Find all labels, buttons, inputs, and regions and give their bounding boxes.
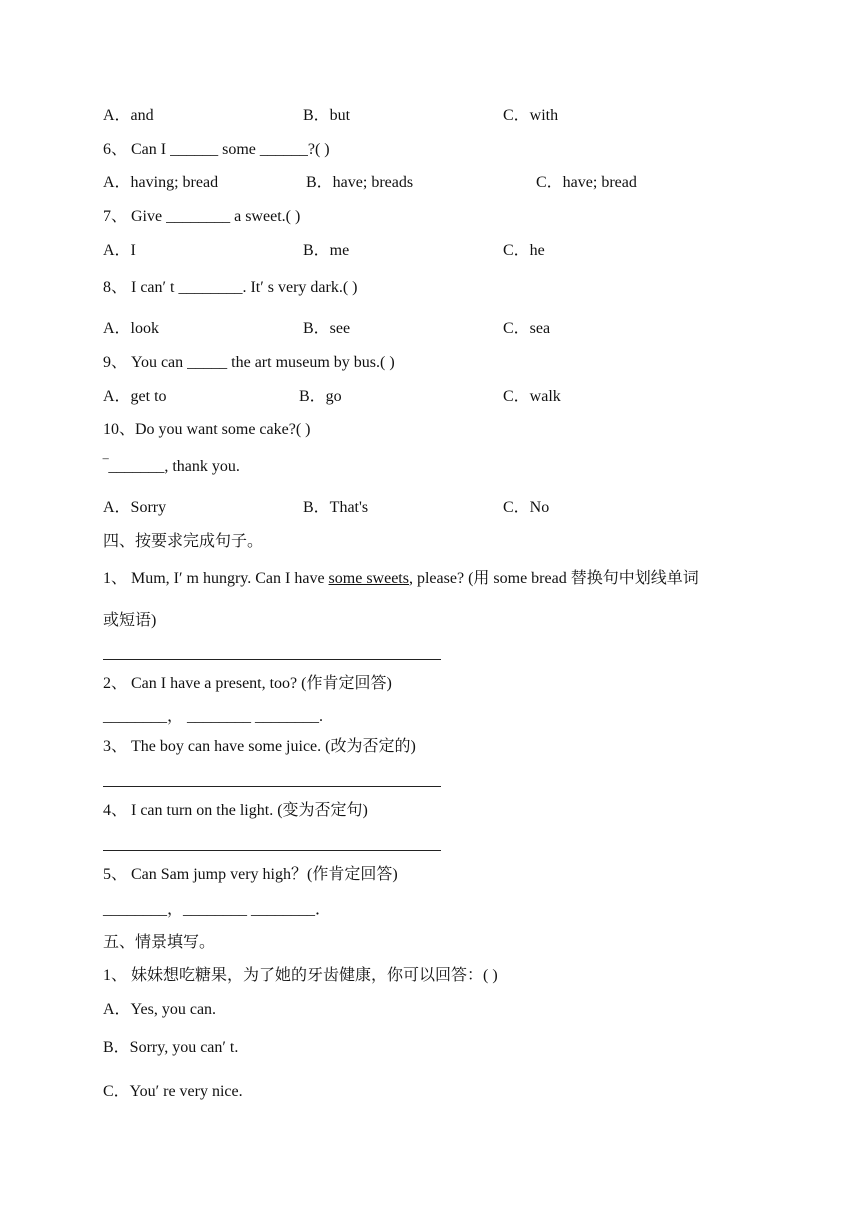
q6-stem: 6、 Can I ______ some ______?( ) <box>103 141 330 158</box>
q10-option-c: C．No <box>503 499 550 516</box>
q7-option-a: A．I <box>103 242 136 259</box>
item2-answer-blanks: ________， ________ ________. <box>103 708 324 725</box>
q9-stem: 9、 You can _____ the art museum by bus.( ) <box>103 354 395 371</box>
q5-option-b: B．but <box>303 107 351 124</box>
q7-option-b: B．me <box>303 242 350 259</box>
section5-option-c: C．You′ re very nice. <box>103 1083 243 1100</box>
section4-heading: 四、按要求完成句子。 <box>103 533 264 550</box>
item1-underlined-phrase: some sweets <box>328 570 409 587</box>
section5-heading: 五、情景填写。 <box>103 934 216 951</box>
q9-option-c: C．walk <box>503 388 561 405</box>
q6-option-b: B．have; breads <box>306 174 414 191</box>
q5-option-a: A．and <box>103 107 154 124</box>
q8-option-c: C．sea <box>503 320 551 337</box>
section4-item2: 2、 Can I have a present, too? (作肯定回答) <box>103 675 392 692</box>
q10-option-a: A．Sorry <box>103 499 167 516</box>
q5-option-c: C．with <box>503 107 559 124</box>
q8-option-a: A．look <box>103 320 160 337</box>
q6-option-a: A．having; bread <box>103 174 219 191</box>
section4-item3: 3、 The boy can have some juice. (改为否定的) <box>103 738 416 755</box>
q10-stem: 10、Do you want some cake?( ) <box>103 421 311 438</box>
item5-answer-blanks: ________，________ ________． <box>103 901 332 918</box>
q10-reply: ‾_______, thank you. <box>103 458 240 475</box>
item3-answer-line <box>103 786 441 787</box>
q8-option-b: B．see <box>303 320 351 337</box>
item1-answer-line <box>103 659 441 660</box>
q7-option-c: C．he <box>503 242 545 259</box>
item1-text-post: , please? (用 some bread 替换句中划线单词 <box>408 570 699 587</box>
item4-answer-line <box>103 850 441 851</box>
section4-item4: 4、 I can turn on the light. (变为否定句) <box>103 802 368 819</box>
item1-continuation: 或短语) <box>103 612 157 629</box>
q7-stem: 7、 Give ________ a sweet.( ) <box>103 208 301 225</box>
item1-text-pre: 1、 Mum, I′ m hungry. Can I have <box>103 570 329 587</box>
q9-option-a: A．get to <box>103 388 167 405</box>
section5-question1: 1、 妹妹想吃糖果，为了她的牙齿健康，你可以回答：( ) <box>103 967 498 984</box>
section5-option-b: B．Sorry, you can′ t. <box>103 1039 239 1056</box>
section4-item1 <box>103 569 699 589</box>
q8-stem: 8、 I can′ t ________. It′ s very dark.( ) <box>103 279 358 296</box>
q9-option-b: B．go <box>299 388 342 405</box>
q10-option-b: B．That's <box>303 499 369 516</box>
q6-option-c: C．have; bread <box>536 174 637 191</box>
section4-item5: 5、 Can Sam jump very high？(作肯定回答) <box>103 866 398 883</box>
section5-option-a: A．Yes, you can. <box>103 1001 217 1018</box>
